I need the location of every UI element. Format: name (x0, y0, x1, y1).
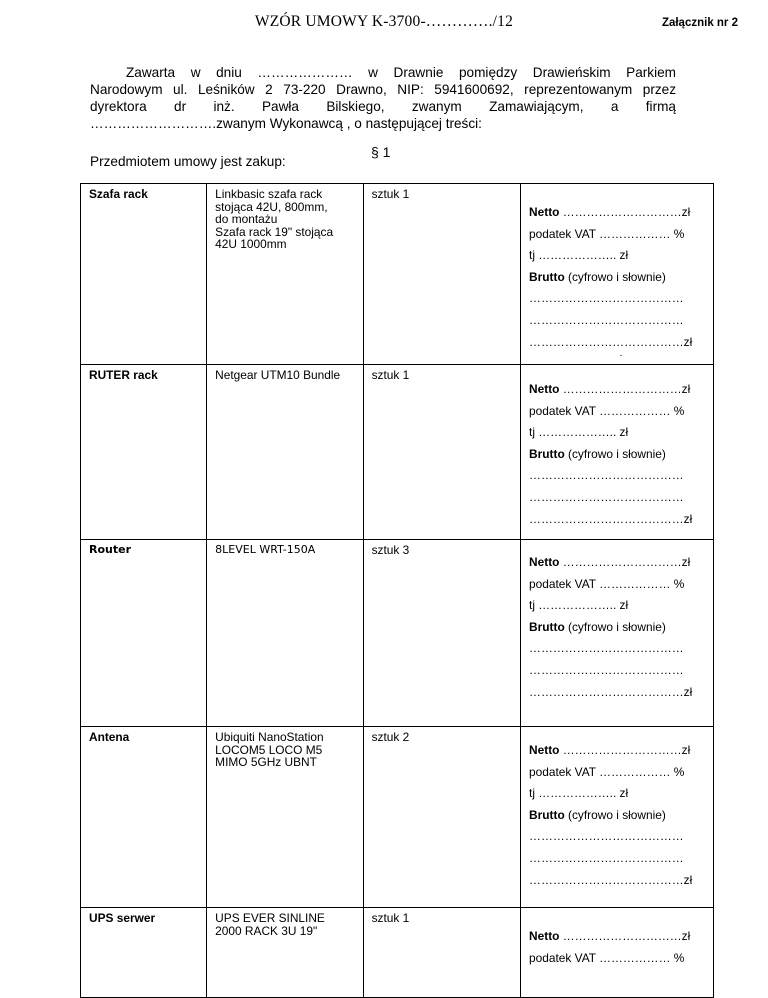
annex-label: Załącznik nr 2 (661, 17, 738, 29)
netto-line (529, 383, 713, 396)
netto-label: Netto (529, 382, 560, 396)
dots-line: ………………………………… (529, 829, 684, 844)
dots-line: ………………………………… (529, 641, 684, 656)
vat-line: podatek VAT ……………… % (529, 950, 685, 965)
netto-line (529, 930, 713, 943)
brutto-value: (cyfrowo i słownie) (564, 619, 666, 634)
description-line: Netgear UTM10 Bundle (215, 368, 341, 382)
description-line: Linkbasic szafa rack (215, 187, 323, 201)
item-quantity: sztuk 2 (363, 727, 520, 908)
netto-value: …………………………zł (559, 382, 691, 396)
brutto-label: Brutto (529, 446, 565, 461)
price-block (521, 727, 714, 908)
item-description (207, 540, 363, 727)
netto-line (529, 206, 713, 219)
table-row (81, 540, 714, 727)
item-name: UPS serwer (81, 908, 207, 998)
dots-zl-line: …………………………………zł (529, 684, 693, 699)
price-block (521, 184, 714, 365)
vat-line: podatek VAT ……………… % (529, 403, 685, 418)
intro-line: Narodowym ul. Leśników 2 73-220 Drawno, NIP: 5941600692, reprezentowanym przez (90, 82, 676, 97)
brutto-label: Brutto (529, 807, 565, 822)
dots-line: ………………………………… (529, 468, 684, 483)
brutto-line (529, 621, 713, 634)
netto-value: …………………………zł (559, 205, 691, 219)
item-name: Router (81, 540, 207, 727)
vat-line: podatek VAT ……………… % (529, 576, 685, 591)
intro-line: dyrektora dr inż. Pawła Bilskiego, zwanym Zamawiającym, a firmą (90, 99, 676, 114)
section-sign: § 1 (371, 144, 391, 160)
tj-line: tj ……………….. zł (529, 786, 629, 801)
netto-label: Netto (529, 743, 560, 757)
tj-line: tj ……………….. zł (529, 425, 629, 440)
netto-line (529, 556, 713, 569)
item-quantity: sztuk 1 (363, 184, 520, 365)
netto-value: …………………………zł (559, 929, 691, 943)
price-block (521, 540, 714, 727)
item-name: Antena (81, 727, 207, 908)
netto-label: Netto (529, 929, 560, 943)
vat-line: podatek VAT ……………… % (529, 226, 685, 241)
brutto-line (529, 448, 713, 461)
subject-heading: Przedmiotem umowy jest zakup: (90, 154, 286, 169)
price-block (521, 908, 714, 998)
table-row (81, 908, 714, 998)
item-name: RUTER rack (81, 365, 207, 540)
dots-line: ………………………………… (529, 489, 684, 504)
brutto-value: (cyfrowo i słownie) (564, 269, 666, 284)
table-row (81, 727, 714, 908)
netto-label: Netto (529, 205, 560, 219)
stray-dot: . (619, 348, 623, 360)
netto-value: …………………………zł (559, 555, 691, 569)
netto-line (529, 744, 713, 757)
dots-line: ………………………………… (529, 850, 684, 865)
table-row (81, 184, 714, 365)
item-description (207, 365, 363, 540)
intro-line: Zawarta w dniu ………………… w Drawnie pomiędzy Drawieńskim Parkiem (126, 65, 676, 80)
dots-line: ………………………………… (529, 291, 684, 306)
document-title: WZÓR UMOWY K-3700-…………./12 (254, 13, 514, 30)
description-line: MIMO 5GHz UBNT (215, 755, 317, 770)
tj-line: tj ……………….. zł (529, 248, 629, 263)
item-quantity: sztuk 1 (363, 365, 520, 540)
dots-line: ………………………………… (529, 312, 684, 327)
netto-label: Netto (529, 555, 560, 569)
intro-paragraph (90, 64, 676, 132)
description-line: Szafa rack 19" stojąca (215, 224, 334, 239)
description-line: do montażu (215, 212, 278, 227)
description-line: 8LEVEL WRT-150A (215, 543, 316, 556)
dots-line: ………………………………… (529, 662, 684, 677)
description-line: Ubiquiti NanoStation (215, 730, 324, 744)
tj-line: tj ……………….. zł (529, 598, 629, 613)
description-line: 2000 RACK 3U 19" (215, 923, 318, 938)
brutto-value: (cyfrowo i słownie) (564, 807, 666, 822)
brutto-line (529, 809, 713, 822)
dots-zl-line: …………………………………zł (529, 511, 693, 526)
items-table (80, 183, 714, 998)
brutto-label: Brutto (529, 269, 565, 284)
item-quantity: sztuk 1 (363, 908, 520, 998)
description-line: stojąca 42U, 800mm, (215, 199, 328, 214)
item-description (207, 727, 363, 908)
description-line: LOCOM5 LOCO M5 (215, 742, 323, 757)
brutto-line (529, 271, 713, 284)
description-line: UPS EVER SINLINE (215, 911, 325, 925)
item-description (207, 184, 363, 365)
item-description (207, 908, 363, 998)
price-block (521, 365, 714, 540)
description-line: 42U 1000mm (215, 237, 287, 252)
intro-line: ……………………….zwanym Wykonawcą , o następującej treści: (90, 116, 482, 131)
brutto-label: Brutto (529, 619, 565, 634)
vat-line: podatek VAT ……………… % (529, 764, 685, 779)
netto-value: …………………………zł (559, 743, 691, 757)
brutto-value: (cyfrowo i słownie) (564, 446, 666, 461)
item-quantity: sztuk 3 (363, 540, 520, 727)
item-name: Szafa rack (81, 184, 207, 365)
dots-zl-line: …………………………………zł (529, 334, 693, 349)
table-row (81, 365, 714, 540)
dots-zl-line: …………………………………zł (529, 872, 693, 887)
